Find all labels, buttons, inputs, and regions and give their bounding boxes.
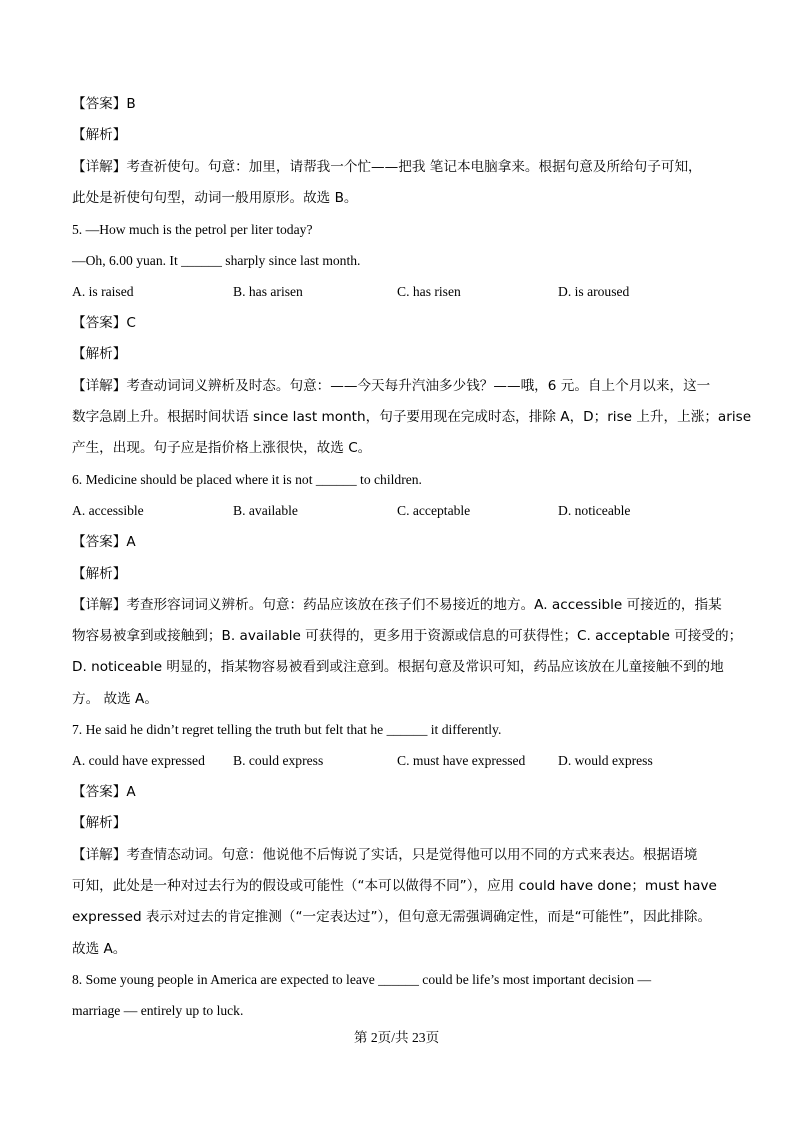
q7-detail-line-3: expressed 表示对过去的肯定推测（“一定表达过”），但句意无需强调确定性，而是“可能性”，因此排除。: [72, 909, 712, 925]
q6-detail-line-3: D. noticeable 明显的，指某物容易被看到或注意到。根据句意及常识可知，药品应该放在儿童接触不到的地: [72, 659, 724, 675]
q8-stem-line-1: 8. Some young people in America are expected to leave ______ could be life’s most important decision —: [72, 972, 652, 987]
q5-detail-line-2: 数字急剧上升。根据时间状语 since last month，句子要用现在完成时态，排除 A，D；rise 上升，上涨；arise: [72, 409, 752, 425]
q5-stem-line-2: —Oh, 6.00 yuan. It ______ sharply since last month.: [72, 253, 361, 268]
q5-detail-line-3: 产生，出现。句子应是指价格上涨很快，故选 C。: [72, 440, 372, 456]
q5-option-c: C. has risen: [397, 284, 461, 299]
q6-analysis-label: 【解析】: [72, 566, 127, 582]
q6-answer: 【答案】A: [72, 534, 136, 550]
q6-option-d: D. noticeable: [558, 503, 631, 518]
q4-analysis-label: 【解析】: [72, 127, 127, 143]
q8-stem-line-2: marriage — entirely up to luck.: [72, 1003, 244, 1018]
q6-detail-line-2: 物容易被拿到或接触到；B. available 可获得的，更多用于资源或信息的可获得性；C. acceptable 可接受的；: [72, 628, 743, 644]
q4-detail-line-2: 此处是祈使句句型，动词一般用原形。故选 B。: [72, 190, 358, 206]
q4-detail-line-1: 【详解】考查祈使句。句意：加里，请帮我一个忙——把我 笔记本电脑拿来。根据句意及所给句子可知，: [72, 159, 702, 175]
q6-option-c: C. acceptable: [397, 503, 471, 518]
q7-option-c: C. must have expressed: [397, 753, 526, 768]
q5-option-b: B. has arisen: [233, 284, 303, 299]
q5-option-a: A. is raised: [72, 284, 134, 299]
q6-option-a: A. accessible: [72, 503, 144, 518]
q7-analysis-label: 【解析】: [72, 815, 127, 831]
page-number-footer: 第 2页/共 23页: [353, 1030, 440, 1045]
q6-detail-line-4: 方。 故选 A。: [72, 691, 158, 707]
q7-option-a: A. could have expressed: [72, 753, 205, 768]
q5-stem-line-1: 5. —How much is the petrol per liter today?: [72, 222, 313, 237]
q6-option-b: B. available: [233, 503, 298, 518]
q7-detail-line-4: 故选 A。: [72, 941, 127, 957]
q5-analysis-label: 【解析】: [72, 346, 127, 362]
q6-detail-line-1: 【详解】考查形容词词义辨析。句意：药品应该放在孩子们不易接近的地方。A. accessible 可接近的，指某: [72, 597, 722, 613]
q6-stem-line-1: 6. Medicine should be placed where it is not ______ to children.: [72, 472, 422, 487]
q5-answer: 【答案】C: [72, 315, 136, 331]
q4-answer: 【答案】B: [72, 96, 136, 112]
q7-option-b: B. could express: [233, 753, 324, 768]
q7-detail-line-1: 【详解】考查情态动词。句意：他说他不后悔说了实话，只是觉得他可以用不同的方式来表达。根据语境: [72, 847, 698, 863]
q7-detail-line-2: 可知，此处是一种对过去行为的假设或可能性（“本可以做得不同”），应用 could have done；must have: [72, 878, 717, 894]
q7-stem-line-1: 7. He said he didn’t regret telling the truth but felt that he ______ it differently.: [72, 722, 502, 737]
q7-answer: 【答案】A: [72, 784, 136, 800]
q5-detail-line-1: 【详解】考查动词词义辨析及时态。句意：——今天每升汽油多少钱？——哦，6 元。自上个月以来，这一: [72, 378, 711, 394]
q5-option-d: D. is aroused: [558, 284, 630, 299]
q7-option-d: D. would express: [558, 753, 653, 768]
